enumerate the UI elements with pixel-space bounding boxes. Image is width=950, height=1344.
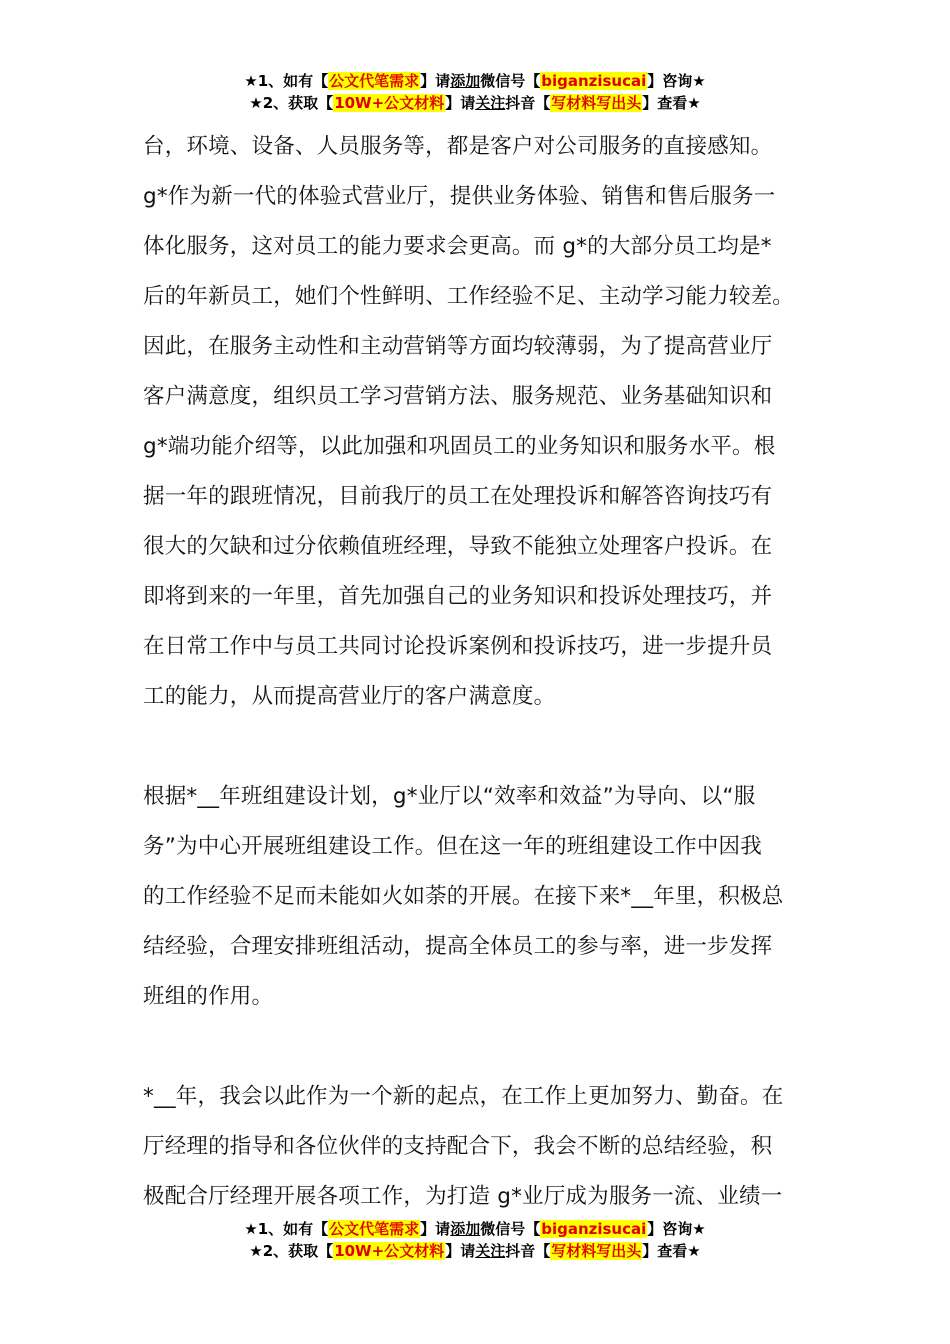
- text-line: 工的能力，从而提高营业厅的客户满意度。: [143, 684, 556, 709]
- text-line: g*作为新一代的体验式营业厅，提供业务体验、销售和售后服务一: [143, 184, 776, 209]
- text-line: g*端功能介绍等，以此加强和巩固员工的业务知识和服务水平。根: [143, 434, 776, 459]
- paragraph-1: [143, 122, 823, 722]
- highlight-service: 公文代笔需求: [329, 72, 420, 90]
- highlight-materials: 10W+公文材料: [334, 94, 445, 112]
- highlight-wechat-id: biganzisucai: [541, 1220, 647, 1238]
- banner-line-2: ★2、获取【10W+公文材料】请关注抖音【写材料写出头】查看★: [249, 94, 701, 112]
- highlight-materials: 10W+公文材料: [334, 1242, 445, 1260]
- text-line: 后的年新员工，她们个性鲜明、工作经验不足、主动学习能力较差。: [143, 284, 795, 309]
- banner-line-1: ★1、如有【公文代笔需求】请添加微信号【biganzisucai】咨询★: [244, 72, 706, 90]
- text-line: 即将到来的一年里，首先加强自己的业务知识和投诉处理技巧，并: [143, 584, 773, 609]
- paragraph-spacer: [143, 1022, 823, 1072]
- text-line: 台，环境、设备、人员服务等，都是客户对公司服务的直接感知。: [143, 134, 773, 159]
- text-line: 很大的欠缺和过分依赖值班经理，导致不能独立处理客户投诉。在: [143, 534, 773, 559]
- banner-line-2: ★2、获取【10W+公文材料】请关注抖音【写材料写出头】查看★: [249, 1242, 701, 1260]
- star-icon: ★: [249, 1242, 263, 1260]
- text-line: 据一年的跟班情况，目前我厅的员工在处理投诉和解答咨询技巧有: [143, 484, 773, 509]
- text-line: 客户满意度，组织员工学习营销方法、服务规范、业务基础知识和: [143, 384, 773, 409]
- text-line: 厅经理的指导和各位伙伴的支持配合下，我会不断的总结经验，积: [143, 1134, 773, 1159]
- footer-banner: [0, 1218, 950, 1262]
- highlight-wechat-id: biganzisucai: [541, 72, 647, 90]
- star-icon: ★: [244, 1220, 258, 1238]
- text-line: 根据*__年班组建设计划，g*业厅以“效率和效益”为导向、以“服: [143, 784, 756, 809]
- text-line: 极配合厅经理开展各项工作，为打造 g*业厅成为服务一流、业绩一: [143, 1184, 783, 1209]
- paragraph-spacer: [143, 722, 823, 772]
- star-icon: ★: [244, 72, 258, 90]
- highlight-douyin-account: 写材料写出头: [551, 94, 642, 112]
- paragraph-2: [143, 772, 823, 1022]
- text-line: 的工作经验不足而未能如火如荼的开展。在接下来*__年里，积极总: [143, 884, 784, 909]
- text-line: 务”为中心开展班组建设工作。但在这一年的班组建设工作中因我: [143, 834, 762, 859]
- text-line: *__年，我会以此作为一个新的起点，在工作上更加努力、勤奋。在: [143, 1084, 784, 1109]
- banner-line-1: ★1、如有【公文代笔需求】请添加微信号【biganzisucai】咨询★: [244, 1220, 706, 1238]
- text-line: 在日常工作中与员工共同讨论投诉案例和投诉技巧，进一步提升员: [143, 634, 773, 659]
- highlight-douyin-account: 写材料写出头: [551, 1242, 642, 1260]
- star-icon: ★: [249, 94, 263, 112]
- text-line: 班组的作用。: [143, 984, 274, 1009]
- text-line: 因此，在服务主动性和主动营销等方面均较薄弱，为了提高营业厅: [143, 334, 773, 359]
- highlight-service: 公文代笔需求: [329, 1220, 420, 1238]
- text-line: 体化服务，这对员工的能力要求会更高。而 g*的大部分员工均是*: [143, 234, 772, 259]
- header-banner: [0, 70, 950, 114]
- paragraph-3: [143, 1072, 823, 1222]
- document-body: [143, 122, 823, 1222]
- text-line: 结经验，合理安排班组活动，提高全体员工的参与率，进一步发挥: [143, 934, 773, 959]
